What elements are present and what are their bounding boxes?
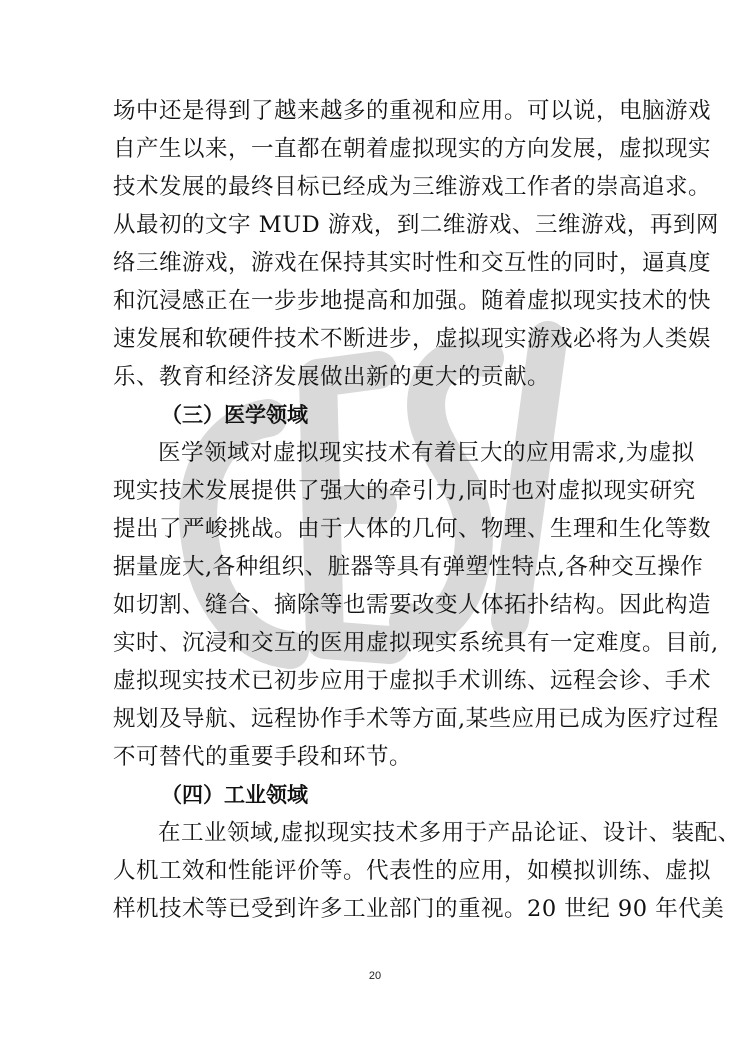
text-line: 规划及导航、远程协作手术等方面,某些应用已成为医疗过程 [113, 706, 719, 732]
section-heading-industry: （四）工业领域 [161, 783, 308, 807]
text-line: 速发展和软硬件技术不断进步，虚拟现实游戏必将为人类娱 [113, 326, 712, 352]
text-line: 和沉浸感正在一步步地提高和加强。随着虚拟现实技术的快 [113, 288, 712, 314]
text-line: 如切割、缝合、摘除等也需要改变人体拓扑结构。因此构造 [113, 592, 712, 618]
text-line: 现实技术发展提供了强大的牵引力,同时也对虚拟现实研究 [113, 478, 696, 504]
paragraph-games [113, 92, 719, 396]
text-line: 不可替代的重要手段和环节。 [113, 744, 413, 770]
text-line: 人机工效和性能评价等。代表性的应用，如模拟训练、虚拟 [113, 858, 712, 884]
paragraph-medical [113, 434, 719, 776]
page-number: 20 [368, 970, 382, 982]
text-line: 在工业领域,虚拟现实技术多用于产品论证、设计、装配、 [158, 820, 741, 846]
text-line: 虚拟现实技术已初步应用于虚拟手术训练、远程会诊、手术 [113, 668, 712, 694]
text-line: 技术发展的最终目标已经成为三维游戏工作者的崇高追求。 [113, 174, 712, 200]
text-line: 络三维游戏，游戏在保持其实时性和交互性的同时，逼真度 [113, 250, 712, 276]
text-line: 样机技术等已受到许多工业部门的重视。20 世纪 90 年代美 [113, 896, 725, 922]
text-line: 从最初的文字 MUD 游戏，到二维游戏、三维游戏，再到网 [113, 212, 719, 238]
document-body [113, 92, 741, 928]
text-line: 实时、沉浸和交互的医用虚拟现实系统具有一定难度。目前, [113, 630, 719, 656]
text-line: 乐、教育和经济发展做出新的更大的贡献。 [113, 364, 551, 390]
text-line: 自产生以来，一直都在朝着虚拟现实的方向发展，虚拟现实 [113, 136, 712, 162]
paragraph-industry [113, 814, 741, 928]
section-heading-medical: （三）医学领域 [161, 403, 308, 427]
text-line: 医学领域对虚拟现实技术有着巨大的应用需求,为虚拟 [158, 440, 695, 466]
text-line: 据量庞大,各种组织、脏器等具有弹塑性特点,各种交互操作 [113, 554, 704, 580]
text-line: 提出了严峻挑战。由于人体的几何、物理、生理和生化等数 [113, 516, 712, 542]
text-line: 场中还是得到了越来越多的重视和应用。可以说，电脑游戏 [113, 98, 712, 124]
